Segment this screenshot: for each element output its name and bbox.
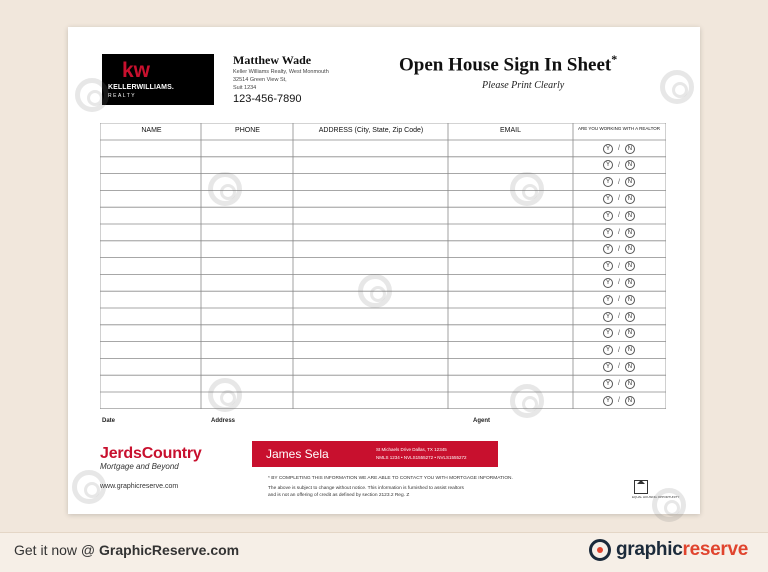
col-header-address: ADDRESS (City, State, Zip Code) <box>318 127 424 134</box>
realtor-yes-no[interactable] <box>603 312 635 322</box>
yes-option[interactable]: Y <box>603 211 613 221</box>
col-header-phone: PHONE <box>235 127 260 134</box>
separator: / <box>618 229 620 236</box>
separator: / <box>618 363 620 371</box>
no-option[interactable]: N <box>625 379 635 389</box>
get-it-prefix: Get it now @ <box>14 542 100 558</box>
realtor-yes-no[interactable] <box>603 228 635 238</box>
title-text: Open House Sign In Sheet <box>399 54 612 76</box>
agent-label: Agent <box>473 418 490 424</box>
lender-company-part2: Country <box>141 445 202 462</box>
no-option[interactable]: N <box>625 362 635 372</box>
disclaimer-1: * BY COMPLETING THIS INFORMATION WE ARE ABLE TO CONTACT YOU WITH MORTGAGE INFORMATION. <box>268 476 513 481</box>
watermark-icon <box>208 378 242 412</box>
loan-officer-name: James Sela <box>266 447 329 461</box>
yes-option[interactable]: Y <box>603 379 613 389</box>
yes-option[interactable]: Y <box>603 244 613 254</box>
yes-option[interactable]: Y <box>603 160 613 170</box>
separator: / <box>618 195 620 203</box>
graphicreserve-logo[interactable] <box>589 539 748 561</box>
separator: / <box>618 380 620 388</box>
lender-company-part1: Jerds <box>100 445 142 462</box>
sign-in-table <box>100 123 666 409</box>
yes-option[interactable]: Y <box>603 312 613 322</box>
realtor-yes-no[interactable] <box>603 160 635 170</box>
equal-housing-icon <box>634 480 648 494</box>
separator: / <box>618 329 620 337</box>
yes-option[interactable]: Y <box>603 228 613 238</box>
separator: / <box>618 178 620 186</box>
no-option[interactable]: N <box>625 177 635 187</box>
phone-label: Phone: <box>529 447 544 452</box>
col-header-name: NAME <box>141 127 162 134</box>
watermark-icon <box>660 70 694 104</box>
realtor-yes-no[interactable] <box>603 328 635 338</box>
graphicreserve-icon <box>589 539 611 561</box>
fax-label: Fax: <box>529 455 538 460</box>
equal-housing-caption: EQUAL HOUSING OPPORTUNITY <box>632 495 680 499</box>
lender-address: St Michaels Drive Dallas, TX 12345 <box>376 447 447 452</box>
separator: / <box>618 212 620 220</box>
realtor-yes-no[interactable] <box>603 211 635 221</box>
lender-tagline: Mortgage and Beyond <box>100 462 179 471</box>
no-option[interactable]: N <box>625 228 635 238</box>
no-option[interactable]: N <box>625 211 635 221</box>
get-it-site[interactable]: GraphicReserve.com <box>99 542 240 558</box>
title-asterisk: * <box>611 52 618 66</box>
no-option[interactable]: N <box>625 194 635 204</box>
no-option[interactable]: N <box>625 144 635 154</box>
lender-nmls: NMLS 1234 • NVLS1555272 • NVLS1555272 <box>376 455 467 460</box>
no-option[interactable]: N <box>625 244 635 254</box>
watermark-icon <box>652 488 686 522</box>
yes-option[interactable]: Y <box>603 194 613 204</box>
no-option[interactable]: N <box>625 396 635 406</box>
separator: / <box>618 161 620 169</box>
page-title <box>399 52 617 76</box>
realtor-yes-no[interactable] <box>603 379 635 389</box>
agent-phone: 123-456-7890 <box>233 93 302 105</box>
separator: / <box>618 245 620 253</box>
watermark-icon <box>75 78 109 112</box>
yes-option[interactable]: Y <box>603 144 613 154</box>
page-subtitle: Please Print Clearly <box>482 80 565 91</box>
watermark-icon <box>72 470 106 504</box>
no-option[interactable]: N <box>625 345 635 355</box>
no-option[interactable]: N <box>625 312 635 322</box>
separator: / <box>618 145 620 152</box>
brand-part2: reserve <box>682 539 748 560</box>
realtor-yes-no[interactable] <box>603 177 635 187</box>
no-option[interactable]: N <box>625 160 635 170</box>
watermark-icon <box>358 274 392 308</box>
realtor-yes-no[interactable] <box>603 278 635 288</box>
disclaimer-2: The above is subject to change without notice. This information is furnished to assist realtors <box>268 486 464 491</box>
realtor-yes-no[interactable] <box>603 362 635 372</box>
yes-option[interactable]: Y <box>603 362 613 372</box>
realtor-yes-no[interactable] <box>603 345 635 355</box>
date-label: Date <box>102 418 116 424</box>
yes-option[interactable]: Y <box>603 278 613 288</box>
lender-company <box>100 445 202 463</box>
kw-mark: kw <box>122 59 151 82</box>
realtor-yes-no[interactable] <box>603 396 635 406</box>
separator: / <box>618 279 620 287</box>
separator: / <box>618 296 620 304</box>
yes-option[interactable]: Y <box>603 295 613 305</box>
agent-address-1: 32514 Green View St, <box>233 77 287 83</box>
watermark-icon <box>510 384 544 418</box>
lender-website[interactable]: www.graphicreserve.com <box>100 483 179 490</box>
no-option[interactable]: N <box>625 295 635 305</box>
realtor-yes-no[interactable] <box>603 144 635 154</box>
realtor-yes-no[interactable] <box>603 295 635 305</box>
yes-option[interactable]: Y <box>603 328 613 338</box>
col-header-email: EMAIL <box>499 127 521 134</box>
yes-option[interactable]: Y <box>603 345 613 355</box>
no-option[interactable]: N <box>625 328 635 338</box>
realtor-yes-no[interactable] <box>603 261 635 271</box>
agent-name: Matthew Wade <box>233 53 312 67</box>
yes-option[interactable]: Y <box>603 177 613 187</box>
logo-name: KELLERWILLIAMS. <box>108 84 174 91</box>
agent-address-2: Suit 1234 <box>233 85 257 91</box>
address-label: Address <box>211 418 236 424</box>
get-it-now-text <box>14 542 239 558</box>
separator: / <box>618 346 620 354</box>
col-header-realtor: ARE YOU WORKING WITH A REALTOR <box>577 126 660 131</box>
keller-williams-logo <box>102 54 214 105</box>
phone-value: (723) 456 - 8310 <box>558 447 592 452</box>
agent-company: Keller Williams Realty, West Monmouth <box>233 69 329 75</box>
realtor-yes-no[interactable] <box>603 244 635 254</box>
fax-value: (321) 456 - 7890 <box>558 455 592 460</box>
yes-option[interactable]: Y <box>603 396 613 406</box>
no-option[interactable]: N <box>625 261 635 271</box>
yes-option[interactable]: Y <box>603 261 613 271</box>
brand-text <box>616 539 748 561</box>
separator: / <box>618 397 620 404</box>
no-option[interactable]: N <box>625 278 635 288</box>
logo-sub: REALTY <box>108 93 137 99</box>
brand-part1: graphic <box>615 539 683 560</box>
sign-in-sheet <box>68 27 700 514</box>
separator: / <box>618 262 620 270</box>
watermark-icon <box>208 172 242 206</box>
watermark-icon <box>510 172 544 206</box>
realtor-yes-no[interactable] <box>603 194 635 204</box>
separator: / <box>618 313 620 320</box>
disclaimer-3: and is not an offering of credit as defined by section 2123.2 Reg. Z <box>268 493 410 498</box>
